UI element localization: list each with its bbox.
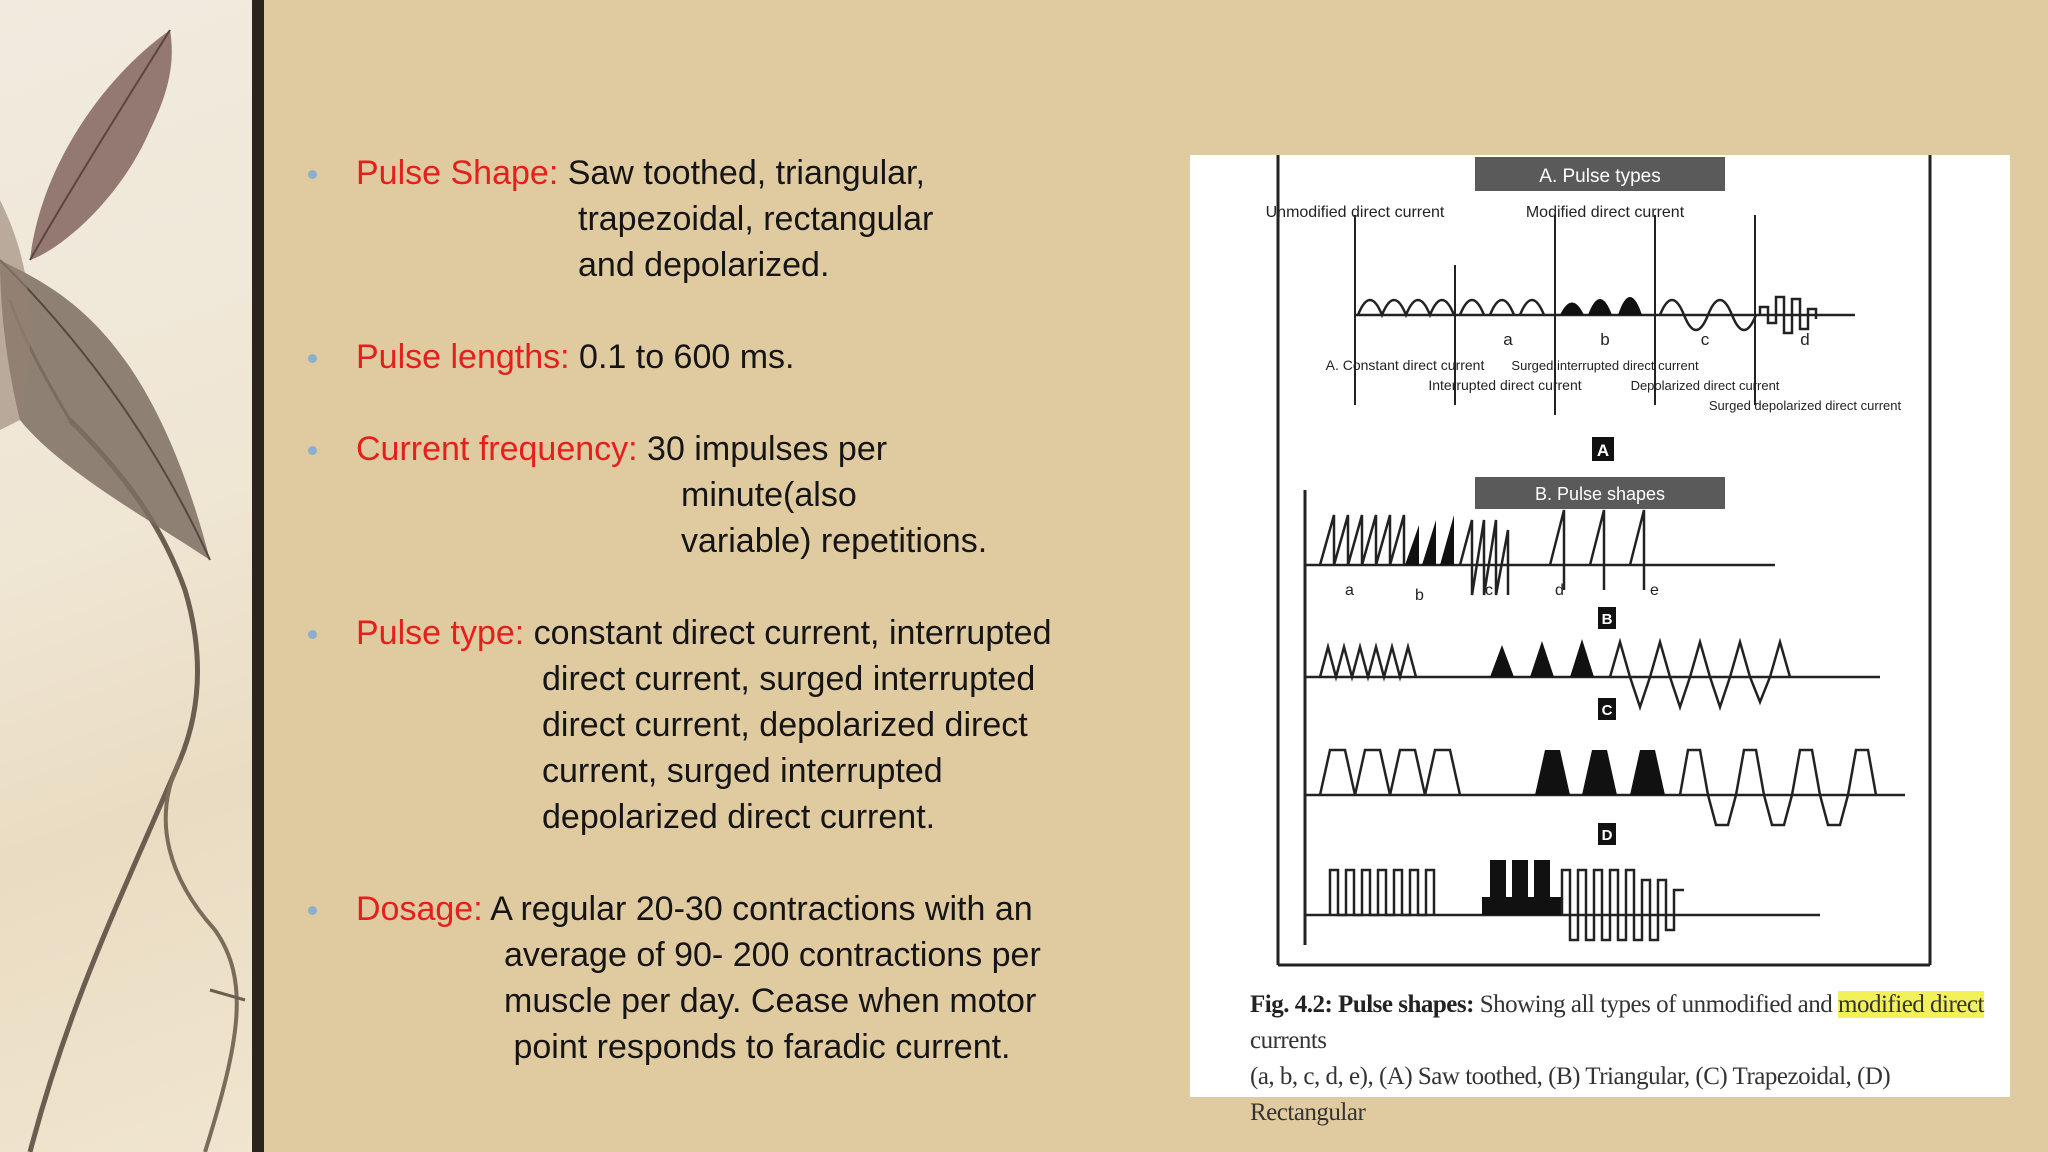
bullet-text: 0.1 to 600 ms. bbox=[579, 338, 795, 376]
type-letter: c bbox=[1700, 330, 1710, 349]
caption-line-2: (a, b, c, d, e), (A) Saw toothed, (B) Triangular, (C) Trapezoidal, (D) Rectangular bbox=[1250, 1063, 1891, 1126]
shape-letter: e bbox=[1650, 582, 1659, 599]
decorative-leaf-panel bbox=[0, 0, 252, 1152]
bullet-dot-icon bbox=[308, 446, 317, 455]
pulse-diagram bbox=[1190, 155, 2010, 985]
bullet-text: variable) repetitions. bbox=[681, 522, 988, 560]
header-unmodified: Unmodified direct current bbox=[1265, 204, 1445, 221]
pulse-shapes-figure bbox=[1190, 155, 2010, 1126]
header-modified: Modified direct current bbox=[1525, 204, 1685, 221]
bullet-dot-icon bbox=[308, 906, 317, 915]
figure-caption bbox=[1250, 987, 1990, 1131]
bullet-text: A regular 20-30 contractions with an bbox=[490, 890, 1033, 928]
leaf-branch-illustration bbox=[0, 0, 252, 1152]
bullet-label: Pulse Shape bbox=[356, 154, 549, 192]
bullet-list bbox=[300, 150, 1160, 1116]
bullet-pulse-shape: Pulse Shape: Saw toothed, triangular, trapezoidal, rectangular and depolarized. bbox=[300, 150, 1160, 288]
panel-tag: A bbox=[1596, 441, 1610, 460]
bullet-label: Current frequency bbox=[356, 430, 629, 468]
type-letter: b bbox=[1600, 330, 1610, 349]
bullet-text: Saw toothed, triangular, bbox=[567, 154, 925, 192]
section-b-title: B. Pulse shapes bbox=[1534, 484, 1666, 504]
bullet-text: trapezoidal, rectangular bbox=[578, 200, 934, 238]
type-label: Depolarized direct current bbox=[1630, 378, 1780, 393]
bullet-text: current, surged interrupted bbox=[542, 752, 943, 790]
vertical-divider bbox=[252, 0, 264, 1152]
bullet-pulse-type: Pulse type: constant direct current, interrupted direct current, surged interrupted direct current, depolarized direct current, surged interrupted depolarized direct current. bbox=[300, 610, 1160, 840]
type-label: A. Constant direct current bbox=[1325, 357, 1485, 373]
caption-text: currents bbox=[1250, 1027, 1327, 1054]
type-label: Interrupted direct current bbox=[1428, 377, 1582, 393]
bullet-current-frequency: Current frequency: 30 impulses per minute(also variable) repetitions. bbox=[300, 426, 1160, 564]
bullet-dot-icon bbox=[308, 170, 317, 179]
panel-tag: D bbox=[1601, 827, 1613, 844]
caption-title: Fig. 4.2: Pulse shapes: bbox=[1250, 991, 1474, 1018]
shape-letter: b bbox=[1415, 587, 1424, 604]
bullet-text: direct current, surged interrupted bbox=[542, 660, 1036, 698]
panel-tag: C bbox=[1601, 702, 1613, 719]
bullet-dot-icon bbox=[308, 630, 317, 639]
caption-text: Showing all types of unmodified and bbox=[1479, 991, 1833, 1018]
type-letter: a bbox=[1503, 330, 1513, 349]
bullet-dosage: Dosage: A regular 20-30 contractions with an average of 90- 200 contractions per muscle per day. Cease when motor point responds to faradic current. bbox=[300, 886, 1160, 1070]
type-letter: d bbox=[1800, 330, 1810, 349]
bullet-text: average of 90- 200 contractions per bbox=[504, 936, 1041, 974]
type-label: Surged interrupted direct current bbox=[1511, 358, 1699, 373]
shape-letter: a bbox=[1345, 582, 1354, 599]
bullet-text: depolarized direct current. bbox=[542, 798, 936, 836]
bullet-text: point responds to faradic current. bbox=[504, 1028, 1011, 1066]
bullet-text: muscle per day. Cease when motor bbox=[504, 982, 1037, 1020]
type-label: Surged depolarized direct current bbox=[1708, 398, 1902, 413]
bullet-text: minute(also bbox=[681, 476, 857, 514]
bullet-pulse-lengths: Pulse lengths: 0.1 to 600 ms. bbox=[300, 334, 1160, 380]
section-a-title: A. Pulse types bbox=[1539, 166, 1661, 187]
bullet-label: Dosage bbox=[356, 890, 474, 928]
bullet-label: Pulse type bbox=[356, 614, 515, 652]
bullet-text: 30 impulses per bbox=[647, 430, 888, 468]
caption-highlight: modified direct bbox=[1838, 991, 1984, 1018]
panel-tag: B bbox=[1601, 611, 1613, 628]
bullet-dot-icon bbox=[308, 354, 317, 363]
shape-letter: c bbox=[1485, 582, 1493, 599]
bullet-label: Pulse lengths bbox=[356, 338, 561, 376]
bullet-text: direct current, depolarized direct bbox=[542, 706, 1028, 744]
bullet-text: and depolarized. bbox=[578, 246, 830, 284]
bullet-text: constant direct current, interrupted bbox=[533, 614, 1052, 652]
shape-letter: d bbox=[1555, 582, 1564, 599]
